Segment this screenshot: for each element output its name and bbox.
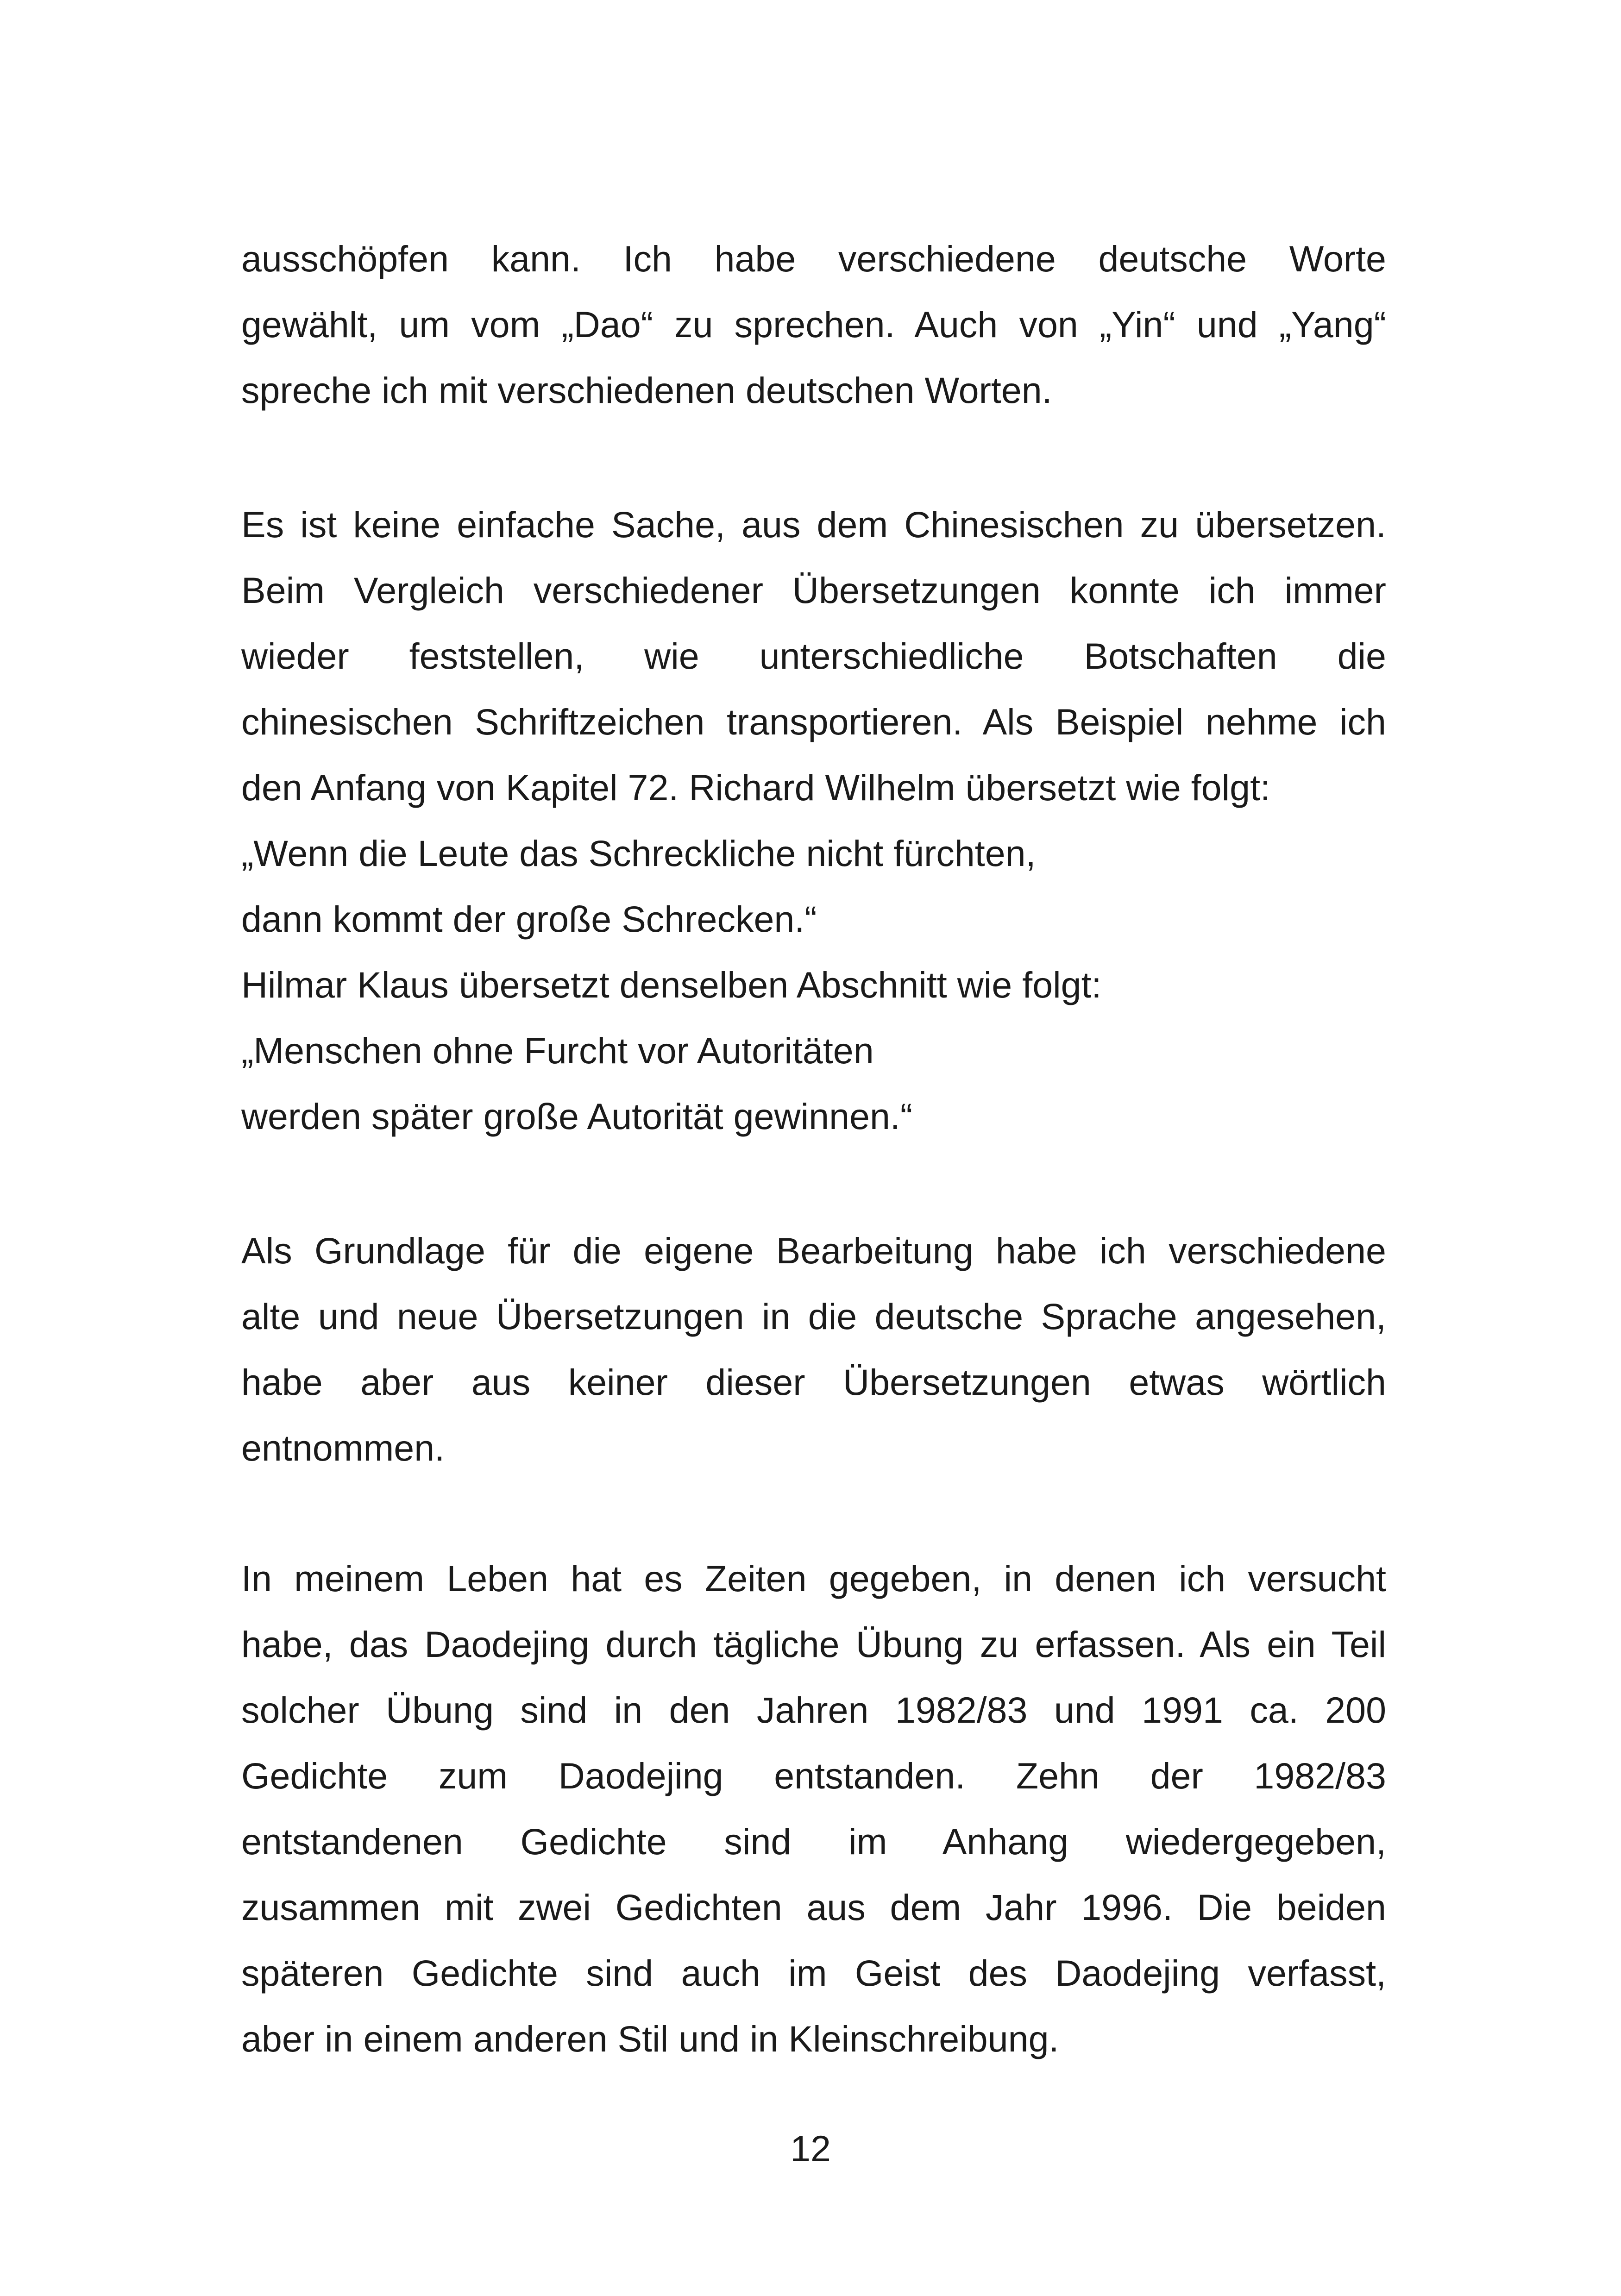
- text-line: aber in einem anderen Stil und in Kleinschreibung.: [241, 2018, 1059, 2059]
- text-line: werden später große Autorität gewinnen.“: [241, 1096, 913, 1137]
- text-line: gewählt, um vom „Dao“ zu sprechen. Auch von „Yin“ und „Yang“: [241, 304, 1386, 345]
- text-line: spreche ich mit verschiedenen deutschen Worten.: [241, 370, 1052, 411]
- text-line: Es ist keine einfache Sache, aus dem Chinesischen zu übersetzen.: [241, 504, 1386, 545]
- text-line: In meinem Leben hat es Zeiten gegeben, in denen ich versucht: [241, 1558, 1386, 1599]
- paragraph-2: [241, 492, 1386, 1149]
- text-line: „Wenn die Leute das Schreckliche nicht fürchten,: [241, 833, 1036, 874]
- text-line: dann kommt der große Schrecken.“: [241, 898, 817, 940]
- paragraph-3: [241, 1218, 1386, 1481]
- text-line: ausschöpfen kann. Ich habe verschiedene deutsche Worte: [241, 238, 1386, 279]
- text-line: Gedichte zum Daodejing entstanden. Zehn der 1982/83: [241, 1755, 1386, 1796]
- text-line: entnommen.: [241, 1427, 445, 1468]
- text-line: wieder feststellen, wie unterschiedliche Botschaften die: [241, 635, 1386, 677]
- page-number: 12: [790, 2128, 831, 2169]
- text-line: späteren Gedichte sind auch im Geist des Daodejing verfasst,: [241, 1952, 1386, 1994]
- text-line: entstandenen Gedichte sind im Anhang wiedergegeben,: [241, 1821, 1386, 1862]
- text-line: habe aber aus keiner dieser Übersetzungen etwas wörtlich: [241, 1361, 1386, 1403]
- text-line: solcher Übung sind in den Jahren 1982/83 und 1991 ca. 200: [241, 1689, 1386, 1731]
- text-line: Als Grundlage für die eigene Bearbeitung habe ich verschiedene: [241, 1230, 1386, 1271]
- text-line: Beim Vergleich verschiedener Übersetzungen konnte ich immer: [241, 570, 1386, 611]
- text-line: alte und neue Übersetzungen in die deutsche Sprache angesehen,: [241, 1296, 1386, 1337]
- text-line: „Menschen ohne Furcht vor Autoritäten: [241, 1030, 874, 1071]
- text-line: zusammen mit zwei Gedichten aus dem Jahr 1996. Die beiden: [241, 1887, 1386, 1928]
- text-line: chinesischen Schriftzeichen transportieren. Als Beispiel nehme ich: [241, 701, 1386, 742]
- paragraph-4: [241, 1546, 1386, 2072]
- text-line: habe, das Daodejing durch tägliche Übung zu erfassen. Als ein Teil: [241, 1624, 1386, 1665]
- text-line: Hilmar Klaus übersetzt denselben Abschnitt wie folgt:: [241, 964, 1102, 1005]
- text-line: den Anfang von Kapitel 72. Richard Wilhelm übersetzt wie folgt:: [241, 767, 1270, 808]
- paragraph-1: [241, 226, 1386, 423]
